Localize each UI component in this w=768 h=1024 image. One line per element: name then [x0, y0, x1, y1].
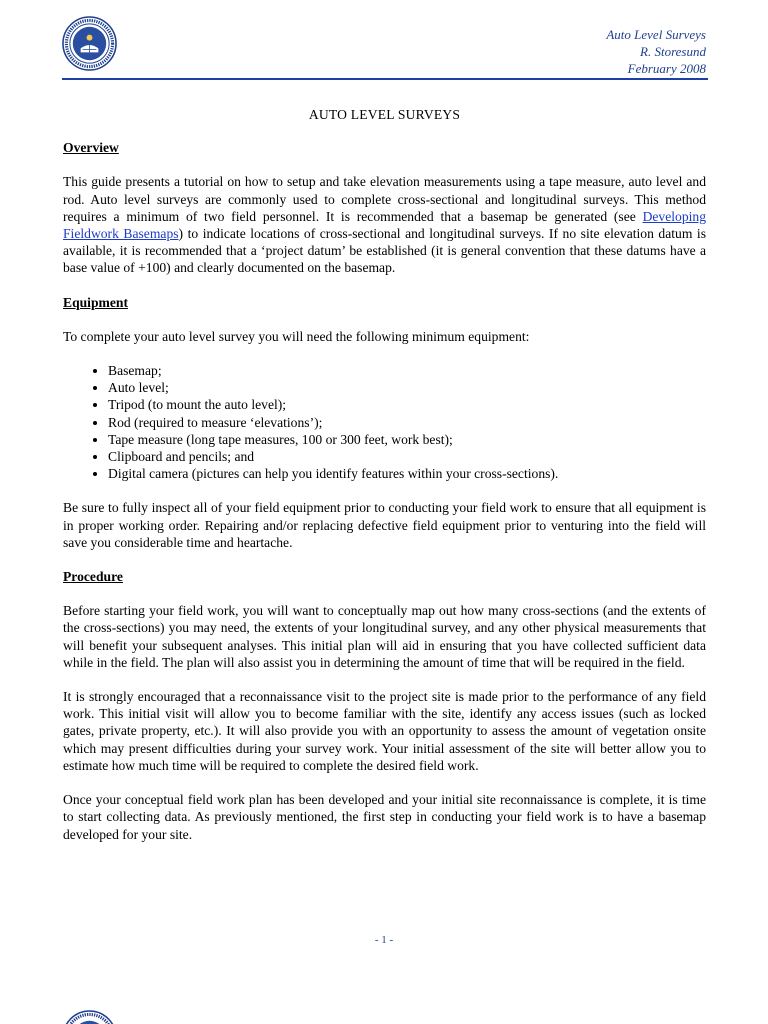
document-body	[63, 106, 706, 860]
list-item: • Tripod (to mount the auto level);	[108, 396, 706, 413]
list-item: • Auto level;	[108, 379, 706, 396]
equipment-intro: To complete your auto level survey you will need the following minimum equipment:	[63, 328, 530, 344]
list-item: • Basemap;	[108, 362, 706, 379]
overview-paragraph	[63, 173, 706, 276]
header-author: R. Storesund	[640, 44, 706, 59]
equipment-closing: Be sure to fully inspect all of your field equipment prior to conducting your field work to ensure that all equipment is in proper working order. Repairing and/or replacing defective field equipment prior to venturing into the field will save you considerable time and heartache.	[63, 500, 706, 550]
overview-heading: Overview	[63, 140, 119, 156]
list-item: • Digital camera (pictures can help you identify features within your cross-sections).	[108, 465, 706, 482]
list-item: • Clipboard and pencils; and	[108, 448, 706, 465]
basemaps-link[interactable]: Developing Fieldwork Basemaps	[63, 208, 706, 242]
header-meta	[606, 26, 706, 77]
procedure-paragraph: Before starting your field work, you will want to conceptually map out how many cross-sections (and the extents of the cross-sections) you may need, the extents of your longitudinal survey, and any other physical measurements that will benefit your subsequent analyses. This initial plan will aid in ensuring that you have collected sufficient data while in the field. The plan will also assist you in determining the amount of time that will be required in the field.	[63, 603, 706, 670]
page-header	[62, 14, 708, 78]
university-seal-icon	[62, 16, 117, 71]
overview-text-after-link: ) to indicate locations of cross-sectional and longitudinal surveys. If no site elevation datum is available, it is recommended that a ‘project datum’ be established (it is general convention that these datums have a base value of +100) and clearly documented on the basemap.	[63, 226, 707, 276]
list-item: • Rod (required to measure ‘elevations’);	[108, 414, 706, 431]
procedure-paragraph: Once your conceptual field work plan has been developed and your initial site reconnaissance is complete, it is time to start collecting data. As previously mentioned, the first step in conducting your field work is to have a basemap developed for your site.	[63, 792, 706, 842]
header-doc-name: Auto Level Surveys	[606, 27, 706, 42]
equipment-list	[63, 362, 706, 482]
procedure-paragraph: It is strongly encouraged that a reconnaissance visit to the project site is made prior to the performance of any field work. This initial visit will allow you to become familiar with the site, identify any access issues (such as locked gates, private property, etc.). It will also provide you with an opportunity to assess the amount of vegetation onsite which may present difficulties during your survey work. Your initial assessment of the site will better allow you to estimate how much time will be required to complete the desired field work.	[63, 689, 706, 773]
procedure-heading: Procedure	[63, 569, 123, 585]
document-title: AUTO LEVEL SURVEYS	[308, 107, 461, 122]
page-number: - 1 -	[374, 934, 394, 946]
overview-text-before-link: This guide presents a tutorial on how to setup and take elevation measurements using a tape measure, auto level and rod. Auto level surveys are commonly used to complete cross-sectional and longitudinal surveys. This method requires a minimum of two field personnel. It is recommended that a basemap be generated (see	[63, 174, 706, 224]
header-date: February 2008	[627, 61, 706, 76]
list-item: • Tape measure (long tape measures, 100 or 300 feet, work best);	[108, 431, 706, 448]
university-seal-icon	[62, 1010, 117, 1024]
header-divider	[62, 78, 708, 80]
equipment-heading: Equipment	[63, 294, 128, 310]
